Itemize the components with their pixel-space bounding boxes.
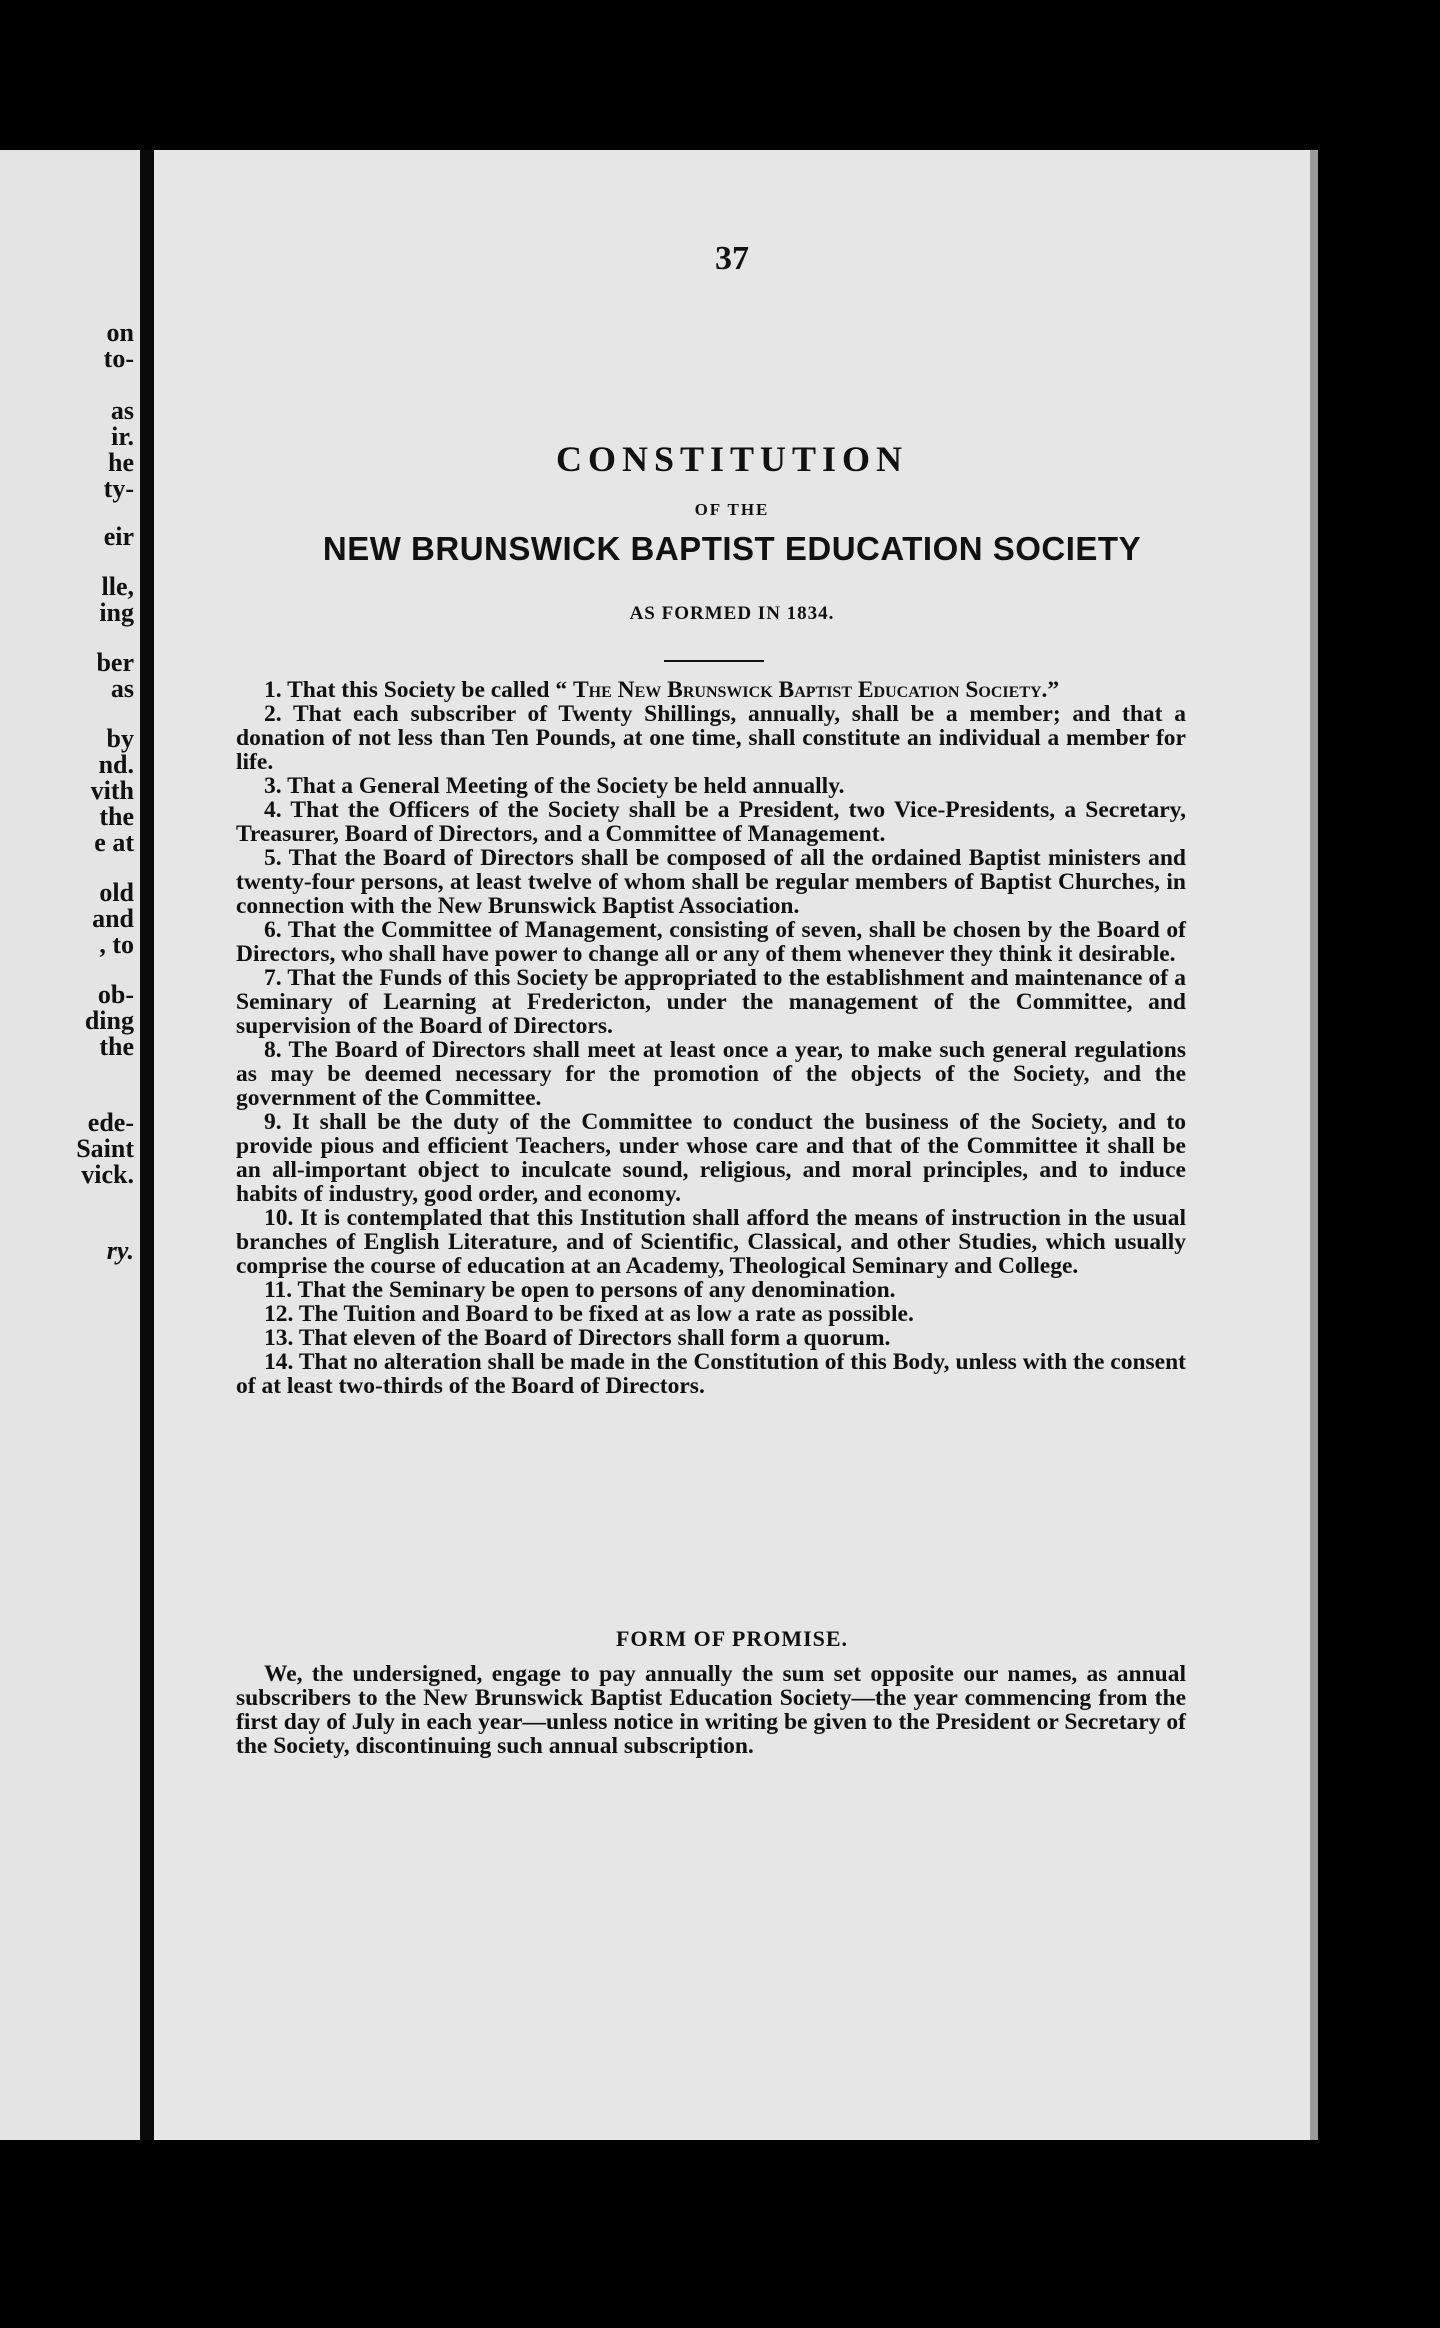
- article-1: [236, 678, 1186, 702]
- constitution-articles: [236, 678, 1186, 1398]
- left-fragment: eir: [103, 522, 134, 551]
- society-name-heading: NEW BRUNSWICK BAPTIST EDUCATION SOCIETY: [322, 530, 1142, 567]
- article-7: [236, 966, 1186, 1038]
- document-page: [154, 150, 1310, 2140]
- left-fragment: old: [99, 878, 134, 907]
- form-of-promise-heading: FORM OF PROMISE.: [615, 1626, 849, 1651]
- left-fragment: vick.: [81, 1160, 134, 1189]
- article-text: That the Officers of the Society shall be a President, two Vice-Presidents, a Secretary, Treasurer, Board of Directors, and a Committee of Management.: [236, 797, 1186, 847]
- left-fragment: ing: [99, 598, 134, 627]
- article-11: [236, 1278, 1186, 1302]
- left-fragment: nd.: [98, 750, 134, 779]
- article-number: 9.: [264, 1109, 282, 1135]
- left-fragment: as: [110, 674, 134, 703]
- article-text: That the Committee of Management, consisting of seven, shall be chosen by the Board of Directors, who shall have power to change all or any of them whenever they think it desirable.: [236, 917, 1186, 967]
- page-edge: [1310, 150, 1318, 2140]
- article-text: The Tuition and Board to be fixed at as low a rate as possible.: [298, 1301, 914, 1327]
- left-fragment: to-: [103, 344, 134, 373]
- book-gutter: [140, 150, 154, 2140]
- article-10: [236, 1206, 1186, 1278]
- article-3: [236, 774, 1186, 798]
- left-fragment: ir.: [111, 422, 134, 451]
- left-fragment: the: [99, 1032, 134, 1061]
- left-fragment: Saint: [76, 1134, 134, 1163]
- left-fragment: the: [99, 802, 134, 831]
- article-6: [236, 918, 1186, 966]
- title-connector: OF THE: [694, 500, 770, 519]
- article-2: [236, 702, 1186, 774]
- left-fragment: on: [106, 318, 134, 347]
- page-title: CONSTITUTION: [555, 439, 909, 479]
- article-text: That each subscriber of Twenty Shillings, annually, shall be a member; and that a donation of not less than Ten Pounds, at one time, shall constitute an individual a member for life.: [236, 701, 1186, 775]
- left-fragment: ob-: [97, 980, 134, 1009]
- society-name-inline: The New Brunswick Baptist Education Society: [573, 677, 1042, 703]
- previous-page-strip: [0, 150, 140, 2140]
- article-number: 4.: [264, 797, 282, 823]
- article-13: [236, 1326, 1186, 1350]
- article-number: 8.: [264, 1037, 282, 1063]
- left-fragment: ber: [96, 648, 134, 677]
- left-fragment: ding: [84, 1006, 134, 1035]
- article-14: [236, 1350, 1186, 1398]
- left-fragment: he: [108, 448, 134, 477]
- article-8: [236, 1038, 1186, 1110]
- article-number: 5.: [264, 845, 282, 871]
- article-number: 14.: [264, 1349, 294, 1375]
- left-fragment: ty-: [103, 474, 134, 503]
- left-fragment: lle,: [101, 572, 134, 601]
- page-number: 37: [715, 240, 749, 277]
- article-text: The Board of Directors shall meet at least once a year, to make such general regulations as may be deemed necessary for the promotion of the objects of the Society, and the government of the Committee.: [236, 1037, 1186, 1111]
- article-number: 12.: [264, 1301, 294, 1327]
- section-divider: [664, 660, 764, 662]
- left-fragment: vith: [90, 776, 134, 805]
- article-text: That the Seminary be open to persons of any denomination.: [297, 1277, 896, 1303]
- article-9: [236, 1110, 1186, 1206]
- left-fragment: and: [92, 904, 134, 933]
- article-text: That the Board of Directors shall be composed of all the ordained Baptist ministers and twenty-four persons, at least twelve of whom shall be regular members of Baptist Churches, in connection with the New Brunswick Baptist Association.: [236, 845, 1187, 919]
- promise-text: We, the undersigned, engage to pay annually the sum set opposite our names, as annual subscribers to the New Brunswick Baptist Education Society—the year commencing from the first day of July in each year—unless notice in writing be given to the President or Secretary of the Society, discontinuing such annual subscription.: [236, 1661, 1186, 1759]
- formed-date-subtitle: AS FORMED IN 1834.: [629, 603, 835, 624]
- left-fragment: by: [106, 724, 134, 753]
- article-text: That eleven of the Board of Directors shall form a quorum.: [298, 1325, 891, 1351]
- article-text: It shall be the duty of the Committee to conduct the business of the Society, and to provide pious and efficient Teachers, under whose care and that of the Committee it shall be an all-important object to inculcate sound, religious, and moral principles, and to induce habits of industry, good order, and economy.: [236, 1109, 1187, 1207]
- article-number: 2.: [264, 701, 282, 727]
- article-text-end: .”: [1041, 677, 1060, 703]
- article-text: That a General Meeting of the Society be held annually.: [287, 773, 845, 799]
- article-number: 13.: [264, 1325, 294, 1351]
- article-number: 11.: [264, 1277, 293, 1303]
- article-number: 1.: [264, 677, 282, 703]
- left-fragment: ry.: [106, 1236, 134, 1265]
- left-fragment: , to: [99, 930, 134, 959]
- article-number: 6.: [264, 917, 282, 943]
- left-fragment: e at: [94, 828, 134, 857]
- article-number: 3.: [264, 773, 282, 799]
- article-text: That the Funds of this Society be appropriated to the establishment and maintenance of a Seminary of Learning at Fredericton, under the management of the Committee, and supervision of the Board of Directors.: [236, 965, 1186, 1039]
- article-text: That this Society be called “: [287, 677, 573, 703]
- article-5: [236, 846, 1186, 918]
- article-text: It is contemplated that this Institution shall afford the means of instruction in the usual branches of English Literature, and of Scientific, Classical, and other Studies, which usually comprise the course of education at an Academy, Theological Seminary and College.: [236, 1205, 1187, 1279]
- article-12: [236, 1302, 1186, 1326]
- article-4: [236, 798, 1186, 846]
- article-number: 10.: [264, 1205, 294, 1231]
- left-fragment: as: [110, 396, 134, 425]
- article-number: 7.: [264, 965, 282, 991]
- promise-paragraph: [236, 1662, 1186, 1758]
- article-text: That no alteration shall be made in the Constitution of this Body, unless with the consent of at least two-thirds of the Board of Directors.: [236, 1349, 1187, 1399]
- left-fragment: ede-: [87, 1108, 134, 1137]
